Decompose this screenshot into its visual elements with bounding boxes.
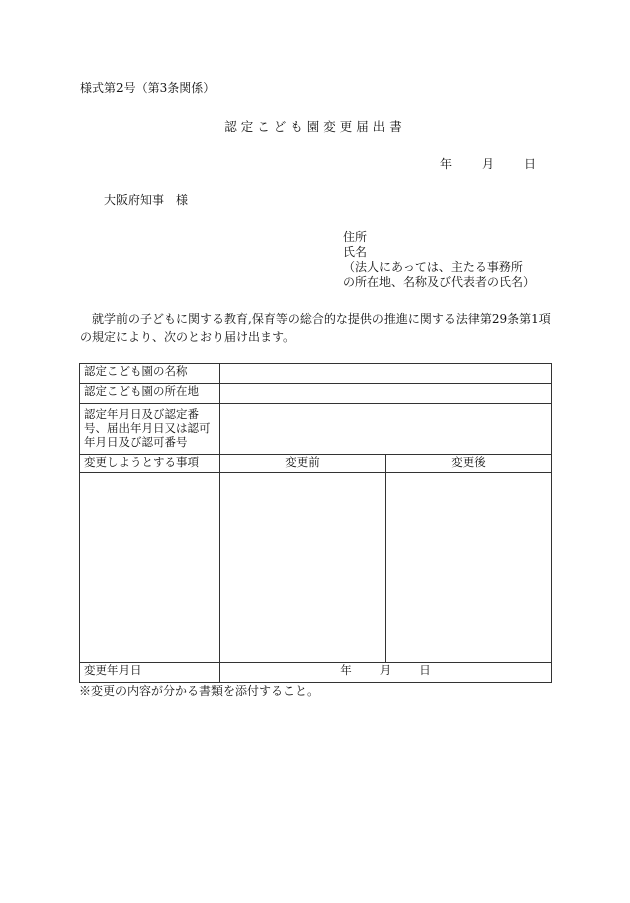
change-item-field[interactable] [80,473,220,663]
date-month: 月 [482,157,495,171]
after-field[interactable] [386,473,552,663]
change-date-year: 年 [340,663,352,677]
corp-note-line2: の所在地、名称及び代表者の氏名） [343,275,536,289]
date-day: 日 [524,157,537,171]
header-before: 変更前 [220,455,386,473]
header-change-item: 変更しようとする事項 [80,455,220,473]
change-date-day: 日 [419,663,431,677]
applicant-block [343,230,535,290]
label-change-date: 変更年月日 [80,663,220,683]
attachment-note: ※変更の内容が分かる書類を添付すること。 [79,684,320,698]
change-date-month: 月 [379,663,392,677]
before-field[interactable] [220,473,386,663]
form-number: 様式第2号（第3条関係） [80,81,216,95]
addressee: 大阪府知事 様 [104,193,189,207]
certification-field[interactable] [220,404,552,455]
label-facility-location: 認定こども園の所在地 [80,384,220,404]
change-form-table [79,363,552,683]
change-date-field[interactable] [220,663,552,683]
submission-date [440,158,536,170]
page-title: 認定こども園変更届出書 [224,119,406,134]
corp-note-line1: （法人にあっては、主たる事務所 [343,260,523,274]
label-facility-name: 認定こども園の名称 [80,364,220,384]
name-label: 氏名 [343,245,368,259]
address-label: 住所 [343,230,368,244]
label-certification: 認定年月日及び認定番号、届出年月日又は認可年月日及び認可番号 [80,404,220,455]
facility-name-field[interactable] [220,364,552,384]
header-after: 変更後 [386,455,552,473]
date-year: 年 [440,157,453,171]
facility-location-field[interactable] [220,384,552,404]
body-text: 就学前の子どもに関する教育,保育等の総合的な提供の推進に関する法律第29条第1項の規定により、次のとおり届け出ます。 [80,312,551,344]
